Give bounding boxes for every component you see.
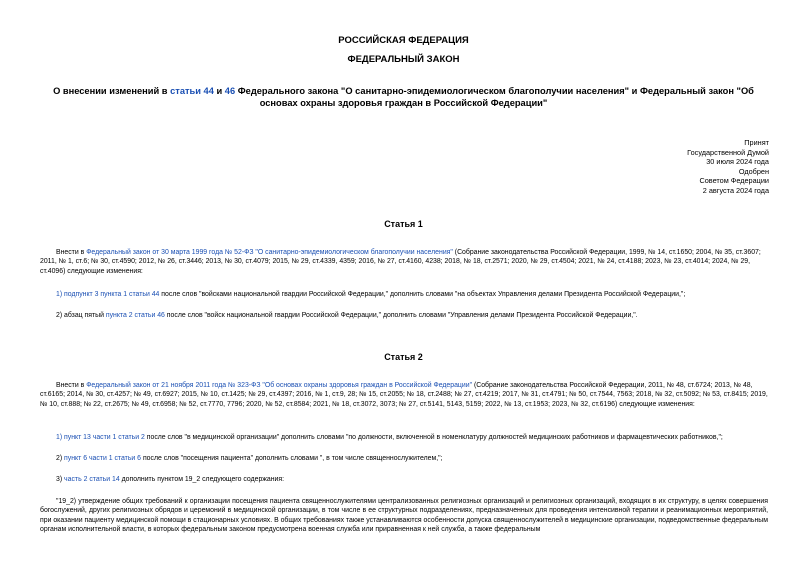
article-2-heading: Статья 2 [384, 352, 423, 362]
title-text: О внесении изменений в [53, 86, 171, 96]
paragraph-text: после слов "посещения пациента" дополнить словами ", в том числе священнослужителем,"; [141, 455, 443, 462]
paragraph-text: 2) [56, 455, 65, 462]
acceptance-line: Принят [744, 138, 769, 147]
paragraph-text: (Собрание законодательства Российской Федерации, 2011, № 48, ст.6724; 2013, № 48, ст.6165; 2014, № 30, ст.4257; № 49, ст.6927; 2015, № 10, ст.1425; № 29, ст.4397; 2016, № 1, ст.9, 28; № 15, ст.2055; № 18, ст.2488; № 27, ст.4219; 2017, № 31, ст.4791; № 50, ст.7544, 7563; 2018, № 32, ст.5092; № 53, ст.8415; 2019, № 10, ст.888; № 22, ст.2675; № 49, ст.6958; № 52, ст.7770, 7796; 2020, № 52, ст.8584; 2021, № 18, ст.3072, 3073; № 27, ст.5141, 5143, 5159; 2022, № 13, ст.1953; 2023, № 32, ст.6196) следующие изменения: [40, 382, 768, 408]
acceptance-line: Одобрен [738, 166, 769, 176]
article-2-quote: "19_2) утверждение общих требований к организации посещения пациента священнослужителями централизованных религиозных организаций и религиозных организаций, входящих в их структуру, в целях совершения богослужений, других религиозных обрядов и церемоний в медицинской организации, в том числе в ее структурных подразделениях, предназначенных для проведения интенсивной терапии и реанимационных мероприятий, при оказании пациенту медицинской помощи в стационарных условиях. В общих требованиях также устанавливаются особенности допуска священнослужителей в медицинские организации, подведомственные федеральным органам исполнительной власти, в которых федеральным законом предусмотрена военная служба или приравненная к ней служба, а также федеральным [40, 498, 769, 534]
item-link[interactable]: 1) пункт 13 части 1 статьи 2 [56, 434, 145, 441]
item-link[interactable]: пункт 6 части 1 статьи 6 [64, 455, 142, 462]
article-1-item-1 [40, 290, 768, 299]
paragraph-text: после слов "войск национальной гвардии Российской Федерации," дополнить словами "Управления делами Президента Российской Федерации,". [164, 312, 638, 319]
title-text: Федерального закона "О санитарно-эпидемиологическом благополучии населения" и Федеральный закон "Об основах охраны здоровья граждан в Российской Федерации" [235, 86, 754, 108]
law-52fz-link[interactable]: Федеральный закон от 30 марта 1999 года № 52-ФЗ "О санитарно-эпидемиологическом благополучии населения" [86, 249, 453, 256]
acceptance-line: Советом Федерации [699, 176, 769, 186]
title-link-article-44[interactable]: статьи 44 [170, 86, 214, 96]
paragraph-text: (Собрание законодательства Российской Федерации, 1999, № 14, ст.1650; 2004, № 35, ст.3607; 2011, № 1, ст.6; № 30, ст.4590; 2012, № 26, ст.3446; 2013, № 30, ст.4079; 2015, № 29, ст.4339, 4359; 2016, № 27, ст.4160, 4238; 2018, № 18, ст.2571; 2020, № 29, ст.4504; 2021, № 24, ст.4188; 2023, № 23, ст.4014; 2024, № 29, ст.4096) следующие изменения: [40, 249, 761, 275]
item-link[interactable]: часть 2 статьи 14 [64, 476, 120, 483]
article-2-item-1 [40, 433, 768, 442]
paragraph-text: после слов "в медицинской организации" дополнить словами "по должности, включенной в номенклатуру должностей медицинских работников и фармацевтических работников,"; [144, 434, 723, 441]
acceptance-line: 2 августа 2024 года [702, 185, 769, 195]
paragraph-text: 2) абзац пятый [56, 312, 106, 319]
law-type-heading: ФЕДЕРАЛЬНЫЙ ЗАКОН [347, 54, 460, 65]
law-title [40, 85, 767, 109]
acceptance-line: 30 июля 2024 года [706, 157, 769, 167]
paragraph-text: Внести в [56, 249, 87, 256]
article-2-item-3 [40, 475, 768, 484]
country-heading: РОССИЙСКАЯ ФЕДЕРАЦИЯ [338, 35, 469, 46]
article-2-intro [40, 381, 768, 409]
item-link[interactable]: 1) подпункт 3 пункта 1 статьи 44 [56, 291, 160, 298]
acceptance-line: Государственной Думой [687, 147, 769, 157]
article-1-intro [40, 248, 768, 276]
item-link[interactable]: пункта 2 статьи 46 [105, 312, 165, 319]
paragraph-text: 3) [56, 476, 65, 483]
article-1-heading: Статья 1 [384, 219, 423, 229]
article-1-item-2 [40, 311, 768, 320]
paragraph-text: Внести в [56, 382, 87, 389]
acceptance-block [569, 138, 769, 196]
paragraph-text: после слов "войсками национальной гвардии Российской Федерации," дополнить словами "на объектах Управления делами Президента Российской Федерации,"; [159, 291, 686, 298]
title-text: и [213, 86, 225, 96]
law-323fz-link[interactable]: Федеральный закон от 21 ноября 2011 года № 323-ФЗ "Об основах охраны здоровья граждан в Российской Федерации" [86, 382, 473, 389]
title-link-article-46[interactable]: 46 [224, 86, 236, 96]
article-2-item-2 [40, 454, 768, 463]
paragraph-text: дополнить пунктом 19_2 следующего содержания: [119, 476, 285, 483]
